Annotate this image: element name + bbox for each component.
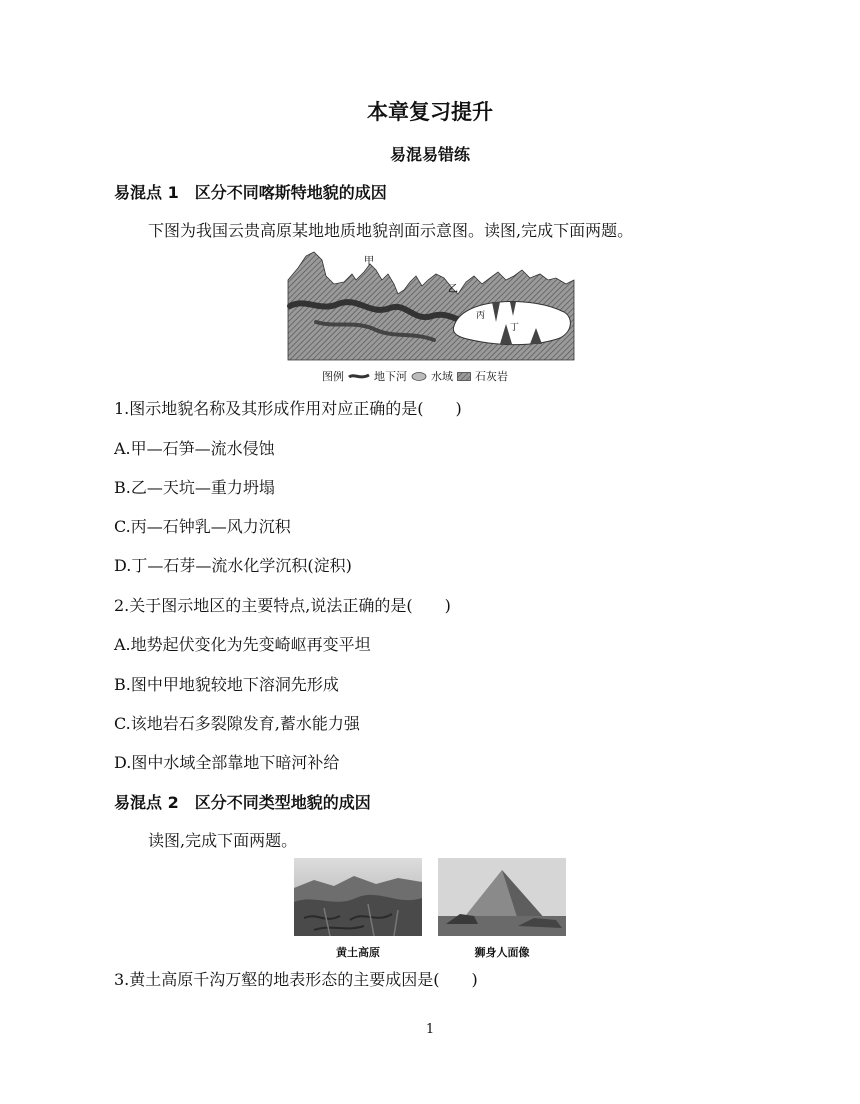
question-2-option-c: C.该地岩石多裂隙发育,蓄水能力强 bbox=[114, 714, 360, 733]
sphinx-photo bbox=[438, 858, 566, 936]
page-number: 1 bbox=[425, 1022, 435, 1037]
figure1-legend bbox=[322, 368, 508, 384]
question-2-option-a: A.地势起伏变化为先变崎岖再变平坦 bbox=[114, 635, 371, 654]
sphinx-caption: 狮身人面像 bbox=[474, 946, 530, 959]
question-2-stem: 2.关于图示地区的主要特点,说法正确的是( ) bbox=[114, 596, 451, 615]
question-2-option-b: B.图中甲地貌较地下溶洞先形成 bbox=[114, 675, 339, 694]
page-title: 本章复习提升 bbox=[367, 100, 493, 124]
label-yi: 乙 bbox=[448, 284, 458, 295]
legend-limestone: 石灰岩 bbox=[475, 370, 508, 383]
legend-river: 地下河 bbox=[374, 370, 407, 383]
question-1-option-a: A.甲—石笋—流水侵蚀 bbox=[114, 439, 275, 458]
section-heading-2: 易混点 2 区分不同类型地貌的成因 bbox=[114, 793, 371, 812]
karst-cross-section-figure bbox=[286, 250, 576, 362]
question-1-option-c: C.丙—石钟乳—风力沉积 bbox=[114, 517, 291, 536]
legend-title: 图例 bbox=[322, 370, 344, 383]
page-subtitle: 易混易错练 bbox=[389, 145, 470, 164]
question-1-option-b: B.乙—天坑—重力坍塌 bbox=[114, 478, 275, 497]
limestone-legend-icon bbox=[457, 372, 471, 381]
legend-water: 水域 bbox=[431, 370, 453, 383]
water-legend-icon bbox=[411, 372, 427, 381]
question-3-stem: 3.黄土高原千沟万壑的地表形态的主要成因是( ) bbox=[114, 970, 478, 989]
label-bing: 丙 bbox=[476, 311, 486, 321]
loess-plateau-caption: 黄土高原 bbox=[336, 946, 380, 959]
river-legend-icon bbox=[348, 372, 370, 380]
intro-text-2: 读图,完成下面两题。 bbox=[148, 831, 298, 850]
loess-plateau-photo bbox=[294, 858, 422, 936]
section-heading-1: 易混点 1 区分不同喀斯特地貌的成因 bbox=[114, 183, 387, 202]
question-1-option-d: D.丁—石芽—流水化学沉积(淀积) bbox=[114, 556, 352, 575]
label-jia: 甲 bbox=[364, 256, 374, 267]
question-2-option-d: D.图中水域全部靠地下暗河补给 bbox=[114, 753, 340, 772]
intro-text-1: 下图为我国云贵高原某地地质地貌剖面示意图。读图,完成下面两题。 bbox=[148, 221, 634, 240]
question-1-stem: 1.图示地貌名称及其形成作用对应正确的是( ) bbox=[114, 399, 462, 418]
label-ding: 丁 bbox=[510, 323, 520, 333]
